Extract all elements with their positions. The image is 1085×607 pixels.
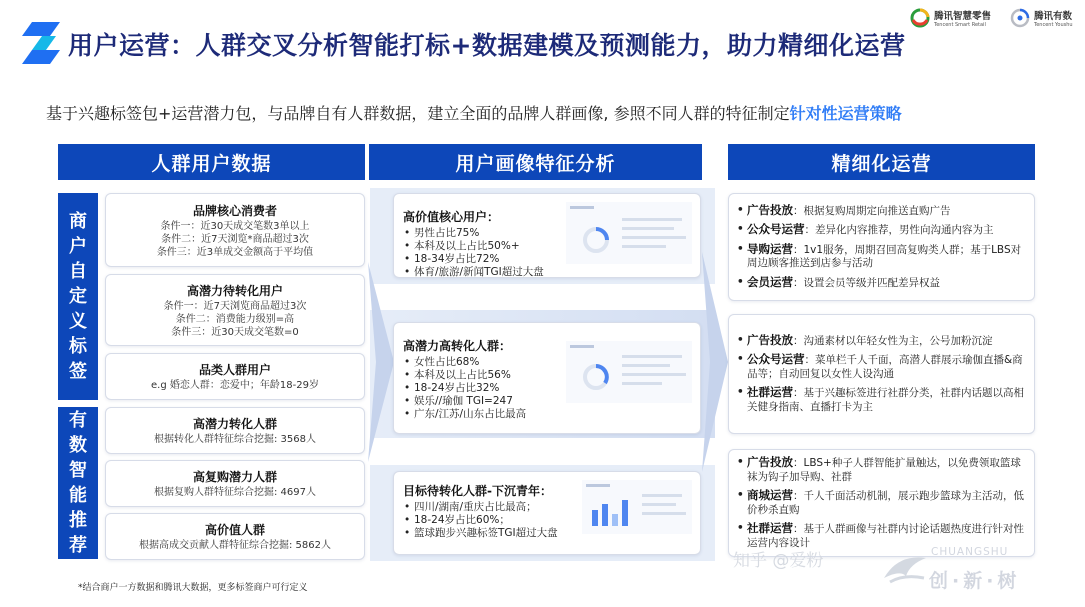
- side-label-merchant-custom: [58, 193, 98, 400]
- subtitle-highlight: 针对性运营策略: [789, 104, 902, 123]
- partner-name: 腾讯智慧零售: [934, 11, 992, 22]
- left-card-high-potential: [105, 274, 365, 346]
- card-title: 目标待转化人群-下沉青年：: [403, 484, 552, 498]
- strategy-key: 商城运营: [747, 488, 793, 502]
- strategy-key: 会员运营: [747, 274, 793, 289]
- partner-name: 腾讯有数: [1034, 11, 1073, 22]
- list-item: • 广东/江苏/山东占比最高: [403, 408, 700, 421]
- list-item: • 篮球跑步兴趣标签TGI超过大盘: [403, 527, 700, 540]
- youshu-logo-icon: [1010, 8, 1030, 28]
- card-title: 高潜力高转化人群：: [403, 339, 512, 353]
- strategy-key: 公众号运营: [747, 222, 805, 237]
- right-card-strategy-core: [728, 193, 1035, 301]
- footnote: *结合商户一方数据和腾讯大数据，更多标签商户可行定义: [78, 583, 308, 593]
- partner-smart-retail: [910, 8, 991, 28]
- card-title: 品类人群用户: [198, 363, 271, 377]
- card-line: 条件二：消费能力级别=高: [175, 313, 295, 325]
- strategy-text: ：根据复购周期定向推送直购广告: [793, 204, 951, 217]
- strategy-key: 广告投放: [747, 202, 793, 217]
- page-subtitle: [46, 101, 902, 124]
- chevron-right-icon: [368, 262, 394, 462]
- side-label-text: 商户自定义标签: [69, 211, 87, 382]
- right-card-strategy-conversion: [728, 314, 1035, 434]
- subtitle-text: 基于兴趣标签包+运营潜力包，与品牌自有人群数据，建立全面的品牌人群画像, 参照不同人群的特征制定: [46, 104, 790, 123]
- strategy-item: [737, 243, 1024, 271]
- strategy-text: ：基于人群画像与社群内讨论话题热度进行针对性运营内容设计: [747, 523, 1024, 549]
- card-line: 条件一：近7天浏览商品超过3次: [163, 300, 307, 312]
- list-item: • 18-24岁占比60%；: [403, 514, 700, 527]
- card-title: 高价值核心用户：: [403, 210, 500, 224]
- dashboard-thumbnail-icon: [566, 341, 692, 403]
- dashboard-thumbnail-icon: [566, 202, 692, 264]
- side-label-youshu-recommend: [58, 407, 98, 559]
- smart-retail-logo-icon: [910, 8, 930, 28]
- side-label-text: 有数智能推荐: [69, 410, 87, 556]
- strategy-key: 社群运营: [747, 521, 793, 535]
- card-line: 条件三：近3单成交金额高于平均值: [156, 246, 314, 258]
- card-line: 根据复购人群特征综合挖掘: 4697人: [154, 487, 316, 498]
- watermark-text: 知乎 @爱粉: [733, 551, 824, 571]
- strategy-text: ：差异化内容推荐，男性向沟通内容为主: [804, 224, 994, 237]
- right-card-strategy-youth: [728, 449, 1035, 557]
- left-card-core-consumer: [105, 193, 365, 267]
- middle-card-high-conversion: [393, 322, 701, 434]
- strategy-text: ：菜单栏千人千面，高潜人群展示瑜伽直播&商品等；自动回复以女性人设沟通: [747, 354, 1023, 380]
- left-card-high-conversion: [105, 407, 365, 454]
- list-item: • 娱乐//瑜伽 TGI=247: [403, 395, 700, 408]
- list-item: • 四川/湖南/重庆占比最高；: [403, 501, 700, 514]
- card-line: 条件一：近30天成交笔数3单以上: [160, 220, 310, 232]
- watermark-logo-text: 创·新·树: [929, 570, 1021, 592]
- strategy-text: ：1v1服务，周期召回高复购类人群；基于LBS对周边顾客推送到店参与活动: [747, 243, 1022, 270]
- partner-sub: Tencent Youshu: [1034, 22, 1073, 28]
- strategy-text: ：设置会员等级并匹配差异权益: [793, 276, 940, 289]
- list-item: • 18-34岁占比72%: [403, 253, 700, 266]
- left-card-category: [105, 353, 365, 400]
- left-card-high-repurchase: [105, 460, 365, 507]
- left-card-high-value: [105, 513, 365, 560]
- card-title: 高复购潜力人群: [192, 470, 277, 484]
- list-item: • 女性占比68%: [403, 356, 700, 369]
- strategy-key: 社群运营: [747, 385, 793, 400]
- page-title: 用户运营：人群交叉分析智能打标+数据建模及预测能力，助力精细化运营: [68, 31, 906, 60]
- strategy-item: [737, 223, 1024, 238]
- card-line: 条件二：近7天浏览*商品超过3次: [161, 233, 309, 245]
- watermark-en: CHUANGSHU: [931, 546, 1009, 558]
- strategy-key: 广告投放: [747, 332, 793, 347]
- strategy-item: [737, 334, 1024, 349]
- strategy-key: 广告投放: [747, 455, 793, 469]
- strategy-key: 导购运营: [747, 241, 793, 256]
- card-title: 品牌核心消费者: [192, 203, 277, 218]
- dashboard-thumbnail-icon: [582, 480, 692, 534]
- list-item: • 本科及以上占比50%+: [403, 240, 700, 253]
- watermark-bird-icon: [880, 548, 930, 588]
- strategy-item: [737, 456, 1024, 484]
- card-line: 根据高成交贡献人群特征综合挖掘: 5862人: [139, 540, 331, 551]
- card-line: 条件三：近30天成交笔数=0: [171, 326, 299, 338]
- list-item: • 18-24岁占比32%: [403, 382, 700, 395]
- partner-youshu: [1010, 8, 1073, 28]
- partner-sub: Tencent Smart Retail: [934, 22, 986, 28]
- strategy-key: 公众号运营: [747, 352, 805, 367]
- list-item: • 本科及以上占比56%: [403, 369, 700, 382]
- brand-logo-icon: [22, 22, 60, 64]
- column-header-user-data: 人群用户数据: [58, 144, 365, 180]
- strategy-text: ：LBS+种子人群智能扩量触达，以免费领取篮球袜为钩子加导购、社群: [747, 457, 1021, 483]
- strategy-item: [737, 353, 1024, 381]
- strategy-text: ：基于兴趣标签进行社群分类，社群内话题以高相关健身指南、直播打卡为主: [747, 387, 1024, 413]
- strategy-item: [737, 204, 1024, 219]
- column-header-portrait-analysis: 用户画像特征分析: [369, 144, 702, 180]
- card-line: e.g 婚恋人群：恋爱中；年龄18-29岁: [151, 380, 319, 391]
- strategy-text: ：沟通素材以年轻女性为主，公号加粉沉淀: [793, 334, 993, 347]
- card-title: 高潜力转化人群: [192, 417, 277, 431]
- strategy-item: [737, 489, 1024, 517]
- chevron-right-icon: [702, 252, 728, 472]
- card-title: 高价值人群: [204, 523, 265, 537]
- list-item: • 男性占比75%: [403, 227, 700, 240]
- strategy-item: [737, 386, 1024, 414]
- card-line: 根据转化人群特征综合挖掘: 3568人: [154, 434, 316, 445]
- strategy-item: [737, 276, 1024, 291]
- column-header-refined-operation: 精细化运营: [728, 144, 1035, 180]
- list-item: • 体育/旅游/新闻TGI超过大盘: [403, 266, 700, 279]
- strategy-text: ：千人千面活动机制，展示跑步篮球为主活动，低价秒杀直购: [747, 490, 1024, 516]
- middle-card-target-youth: [393, 471, 701, 555]
- card-title: 高潜力待转化用户: [186, 283, 283, 298]
- middle-card-core-users: [393, 193, 701, 278]
